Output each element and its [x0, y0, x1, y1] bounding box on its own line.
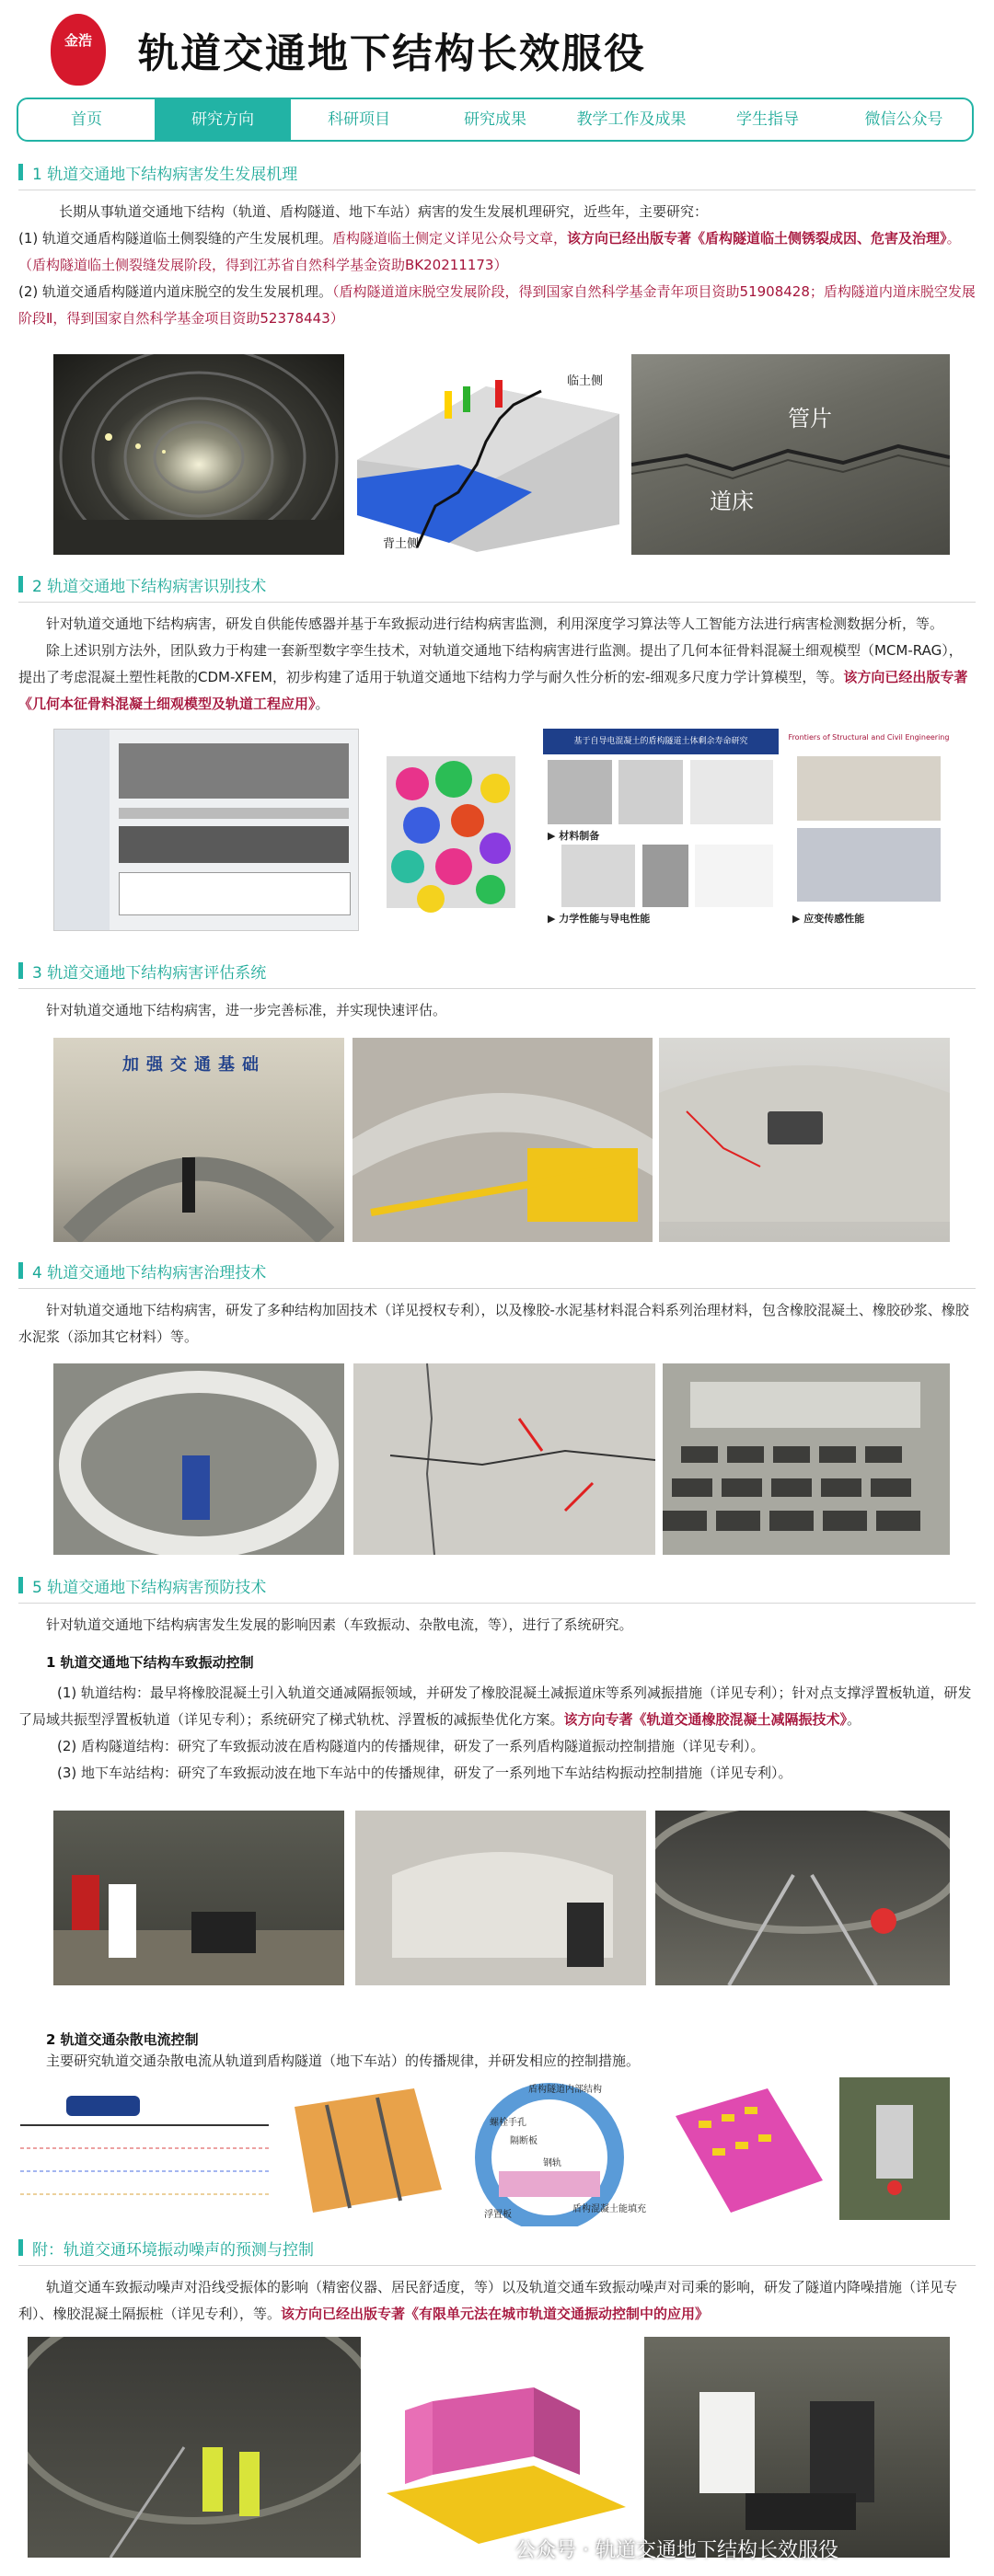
- material-test-panel: 基于自导电混凝土的盾构隧道土体剩余寿命研究 ▶ 材料制备 ▶ 力学性能与导电性能: [543, 729, 779, 931]
- label-segment: 管片: [788, 406, 832, 431]
- mesoscale-model: [366, 729, 534, 931]
- tunnel-workers-photo: [28, 2337, 361, 2558]
- field-site-photo: [839, 2077, 950, 2220]
- tunnel-photo: [53, 354, 344, 555]
- track-construction-photo: [53, 1811, 344, 1985]
- section-5-vibration-text: (1) 轨道结构：最早将橡胶混凝土引入轨道交通减隔振领域，并研发了橡胶混凝土减振道床等系列减振措施（详见专利）；针对点支撑浮置板轨道，研发了局域共振型浮置板轨道（详见专利）；系统研究了梯式轨枕、浮置板的减振垫优化方案。该方向专著《轨道交通橡胶混凝土减隔振技术》。 (2) 盾构隧道结构：研究了车致振动波在盾构隧道内的传播规律，研发了一系列盾构隧道振动控制措施（详见专利）。 (3) 地下车站结构：研究了车致振动波在地下车站中的传播规律，研发了一系列地下车站结构振动控制措施（详见专利）。: [18, 1685, 972, 1781]
- section-2-heading: 2 轨道交通地下结构病害识别技术: [18, 570, 976, 603]
- nav-achievements[interactable]: 研究成果: [464, 110, 526, 129]
- track-bed-photo: [631, 354, 950, 555]
- ring-test-photo: [53, 1363, 344, 1555]
- section-6-heading: 附：轨道交通环境振动噪声的预测与控制: [18, 2234, 976, 2266]
- tunnel-rings: [53, 354, 344, 555]
- section-1-text: 长期从事轨道交通地下结构（轨道、盾构隧道、地下车站）病害的发生发展机理研究，近些年，主要研究： (1) 轨道交通盾构隧道临土侧裂缝的产生发展机理。盾构隧道临土侧定义详见公众号文章，该方向已经出版专著《盾构隧道临土侧锈裂成因、危害及治理》。（盾构隧道临土侧裂缝发展阶段，得到江苏省自然科学基金资助BK20211173） (2) 轨道交通盾构隧道内道床脱空的发生发展机理。（盾构隧道道床脱空发展阶段，得到国家自然科学基金青年项目资助51908428；盾构隧道内道床脱空发展阶段Ⅱ，得到国家自然科学基金项目资助52378443）: [18, 203, 976, 327]
- crack-repair-photo: [353, 1363, 655, 1555]
- section-2-text: 针对轨道交通地下结构病害，研发自供能传感器并基于车致振动进行结构病害监测，利用深度学习算法等人工智能方法进行病害检测数据分析，等。 除上述识别方法外，团队致力于构建一套新型数字孪生技术，对轨道交通地下结构病害进行监测。提出了几何本征骨料混凝土细观模型（MCM-RAG），提出了考虑混凝土塑性耗散的CDM-XFEM，初步构建了适用于轨道交通地下结构力学与耐久性分析的宏-细观多尺度力学计算模型，等。该方向已经出版专著《几何本征骨料混凝土细观模型及轨道工程应用》。: [18, 615, 968, 712]
- sensing-panel: Frontiers of Structural and Civil Engineering ▶ 应变传感性能: [788, 729, 950, 931]
- section-6-text: 轨道交通车致振动噪声对沿线受振体的影响（精密仪器、居民舒适度，等）以及轨道交通车致振动噪声对司乘的影响，研发了隧道内降噪措施（详见专利）、橡胶混凝土隔振桩（详见专利），等。该方向已经出版专著《有限单元法在城市轨道交通振动控制中的应用》: [18, 2279, 958, 2322]
- arch-loading-photo: [353, 1038, 653, 1242]
- segment-damage-photo: [659, 1038, 950, 1242]
- floating-slab-diagram: [657, 2079, 832, 2217]
- wechat-watermark: 公众号 · 轨道交通地下结构长效服役: [515, 2539, 838, 2562]
- nav-wechat[interactable]: 微信公众号: [864, 110, 943, 129]
- section-1-heading: 1 轨道交通地下结构病害发生发展机理: [18, 158, 976, 190]
- track-slab-diagram: [276, 2079, 445, 2217]
- nav-projects[interactable]: 科研项目: [328, 110, 390, 129]
- lab-segment-photo: 加强交通基础: [53, 1038, 344, 1242]
- section-5-stray-text: 主要研究轨道交通杂散电流从轨道到盾构隧道（地下车站）的传播规律，并研发相应的控制措施。: [46, 2053, 641, 2069]
- specimen-moulds-photo: [663, 1363, 950, 1555]
- field-measurement-photo: [644, 2337, 950, 2558]
- main-nav: [17, 98, 974, 142]
- nav-research[interactable]: 研究方向: [155, 99, 291, 140]
- software-screenshot: [53, 729, 359, 931]
- section-5-heading: 5 轨道交通地下结构病害预防技术: [18, 1571, 976, 1604]
- label-back-side: 背土侧: [383, 537, 420, 551]
- heading-bar: [18, 164, 23, 180]
- site-header: [0, 0, 994, 97]
- nav-teaching[interactable]: 教学工作及成果: [576, 110, 687, 129]
- section-3-text: 针对轨道交通地下结构病害，进一步完善标准，并实现快速评估。: [46, 1002, 447, 1018]
- crack-diagram: [348, 354, 624, 555]
- section-4-heading: 4 轨道交通地下结构病害治理技术: [18, 1257, 976, 1289]
- nav-students[interactable]: 学生指导: [736, 110, 799, 129]
- logo: 金浩: [51, 14, 106, 86]
- label-track-bed: 道床: [710, 489, 754, 514]
- section-4-text: 针对轨道交通地下结构病害，研发了多种结构加固技术（详见授权专利），以及橡胶-水泥基材料混合料系列治理材料，包含橡胶混凝土、橡胶砂浆、橡胶水泥浆（添加其它材料）等。: [18, 1302, 969, 1345]
- site-title: 轨道交通地下结构长效服役: [138, 30, 646, 77]
- nav-home[interactable]: 首页: [71, 110, 102, 129]
- tunnel-section-diagram: 盾构隧道内部结构 螺栓手孔 隔断板 钢轨 浮置板 盾构混凝土能填充: [453, 2079, 646, 2226]
- label-soil-side: 临土侧: [567, 374, 604, 388]
- tunnel-model-test-photo: [355, 1811, 646, 1985]
- subhead-vibration: 1 轨道交通地下结构车致振动控制: [46, 1654, 254, 1671]
- building-vibration-model: [368, 2337, 637, 2558]
- tunnel-field-test-photo: [655, 1811, 950, 1985]
- section-5-intro: 针对轨道交通地下结构病害发生发展的影响因素（车致振动、杂散电流，等），进行了系统研究。: [46, 1616, 633, 1633]
- subhead-stray-current: 2 轨道交通杂散电流控制: [46, 2031, 199, 2048]
- section-3-heading: 3 轨道交通地下结构病害评估系统: [18, 957, 976, 989]
- stray-current-schematic: [20, 2079, 269, 2217]
